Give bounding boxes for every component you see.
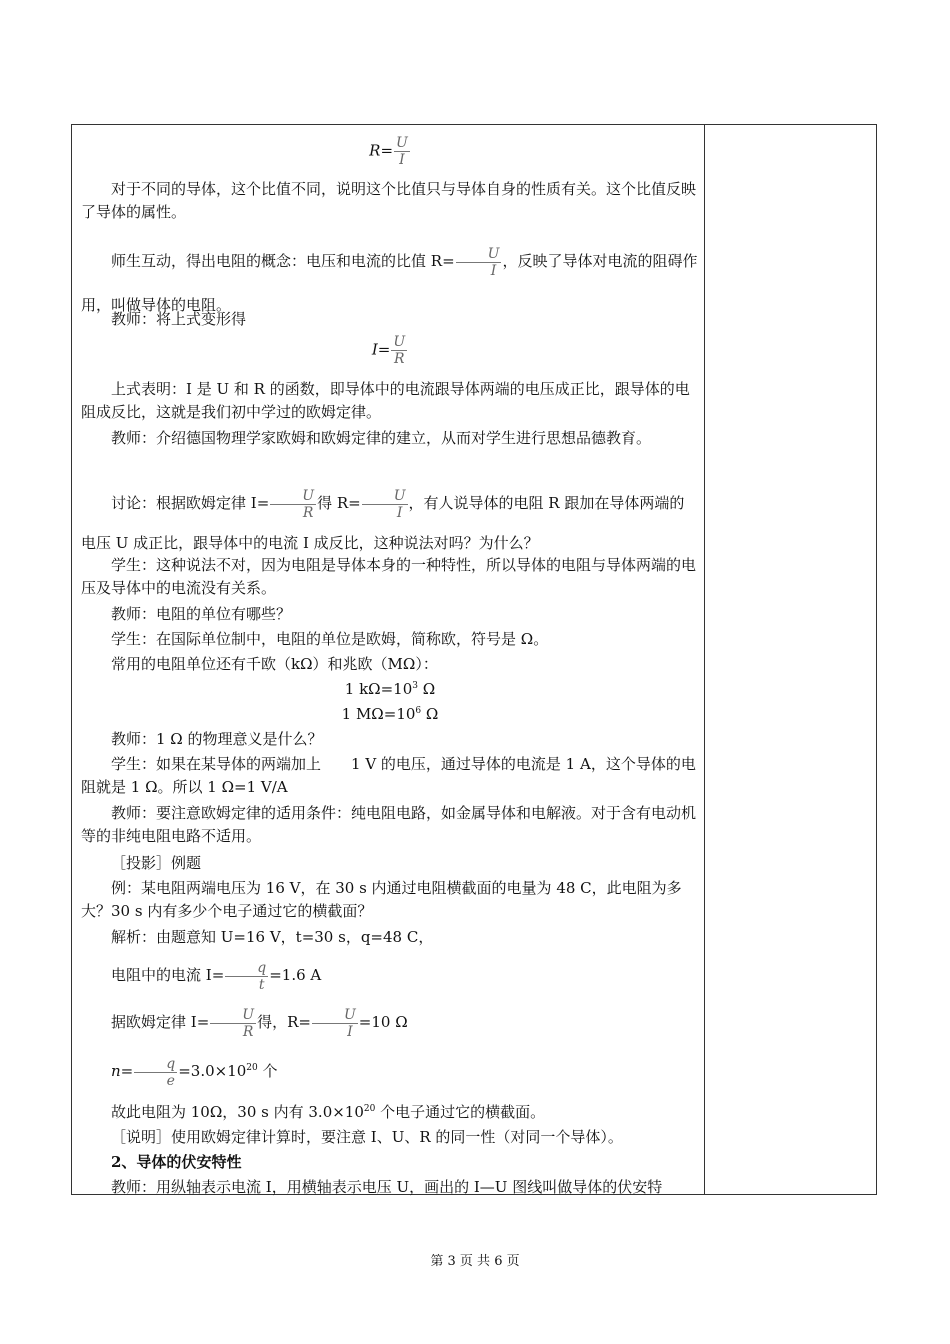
text: 个 bbox=[257, 1062, 278, 1080]
paragraph: 教师：用纵轴表示电流 I，用横轴表示电压 U，画出的 I—U 图线叫做导体的伏安特 bbox=[111, 1178, 663, 1196]
paragraph: 学生：如果在某导体的两端加上 1 V 的电压，通过导体的电流是 1 A，这个导体的电阻就是 1 Ω。所以 1 Ω=1 V/A bbox=[81, 755, 696, 796]
text: 得 R= bbox=[317, 494, 361, 512]
numerator: U bbox=[456, 246, 502, 263]
denominator: I bbox=[490, 262, 497, 279]
fraction bbox=[134, 1056, 177, 1089]
superscript: 3 bbox=[412, 681, 418, 691]
numerator: q bbox=[134, 1056, 177, 1073]
paragraph: 常用的电阻单位还有千欧（kΩ）和兆欧（MΩ）： bbox=[111, 655, 438, 673]
paragraph: 教师：介绍德国物理学家欧姆和欧姆定律的建立，从而对学生进行思想品德教育。 bbox=[111, 429, 652, 447]
superscript: 6 bbox=[415, 706, 422, 716]
heading-text: 2、导体的伏安特性 bbox=[111, 1153, 242, 1171]
paragraph: 教师：将上式变形得 bbox=[111, 310, 247, 328]
denominator: I bbox=[396, 504, 403, 521]
text: =1.6 A bbox=[269, 966, 322, 984]
text: ，反映了导体对电流的阻碍作用，叫做导体的电阻。 bbox=[81, 252, 698, 314]
paragraph-discussion bbox=[81, 483, 699, 563]
fraction bbox=[362, 488, 408, 521]
numerator: U bbox=[312, 1007, 358, 1024]
unit-mohm bbox=[81, 703, 699, 726]
fraction bbox=[270, 488, 316, 521]
paragraph-example: 例：某电阻两端电压为 16 V，在 30 s 内通过电阻横截面的电量为 48 C，此电阻为多大？30 s 内有多少个电子通过它的横截面？ bbox=[81, 879, 682, 920]
formula-lhs: R= bbox=[369, 141, 394, 160]
text: 1 kΩ=10 bbox=[344, 680, 413, 698]
numerator: U bbox=[362, 488, 408, 505]
fraction bbox=[210, 1007, 256, 1040]
text: 得，R= bbox=[257, 1013, 311, 1031]
denominator: e bbox=[166, 1072, 175, 1089]
text: 据欧姆定律 I= bbox=[111, 1013, 210, 1031]
fraction bbox=[391, 334, 407, 367]
paragraph: 学生：在国际单位制中，电阻的单位是欧姆，简称欧，符号是 Ω。 bbox=[111, 630, 549, 648]
fraction bbox=[312, 1007, 358, 1040]
paragraph: ［投影］例题 bbox=[111, 854, 202, 872]
text: 个电子通过它的横截面。 bbox=[375, 1103, 546, 1121]
denominator: R bbox=[393, 351, 405, 367]
paragraph: 教师：1 Ω 的物理意义是什么？ bbox=[111, 730, 323, 748]
superscript: 20 bbox=[246, 1063, 258, 1073]
conclusion bbox=[81, 1101, 699, 1124]
formula-lhs: I= bbox=[371, 340, 391, 359]
superscript: 20 bbox=[363, 1104, 376, 1114]
paragraph: 对于不同的导体，这个比值不同，说明这个比值只与导体自身的性质有关。这个比值反映了导体的属性。 bbox=[81, 180, 697, 221]
numerator: U bbox=[270, 488, 316, 505]
denominator: R bbox=[242, 1023, 254, 1040]
text: 师生互动，得出电阻的概念：电压和电流的比值 R= bbox=[111, 252, 455, 270]
lesson-table bbox=[71, 124, 877, 1195]
numerator: q bbox=[225, 960, 268, 977]
text: 1 MΩ=10 bbox=[341, 705, 416, 723]
text: 讨论：根据欧姆定律 I= bbox=[111, 494, 270, 512]
unit-kohm bbox=[81, 678, 699, 701]
numerator: U bbox=[396, 135, 408, 151]
column-divider bbox=[704, 125, 705, 1194]
text: =10 Ω bbox=[358, 1013, 408, 1031]
paragraph: 解析：由题意知 U=16 V，t=30 s，q=48 C， bbox=[111, 928, 434, 946]
paragraph: 上式表明：I 是 U 和 R 的函数，即导体中的电流跟导体两端的电压成正比，跟导体的电阻成反比，这就是我们初中学过的欧姆定律。 bbox=[81, 380, 690, 421]
text: Ω bbox=[418, 680, 436, 698]
paragraph: 学生：这种说法不对，因为电阻是导体本身的一种特性，所以导体的电阻与导体两端的电压及导体中的电流没有关系。 bbox=[81, 556, 697, 597]
text: n= bbox=[111, 1062, 134, 1080]
electron-calc bbox=[81, 1052, 699, 1090]
fraction bbox=[456, 246, 502, 279]
denominator: I bbox=[399, 152, 405, 168]
numerator: U bbox=[393, 334, 406, 350]
fraction bbox=[394, 135, 410, 168]
resistance-calc bbox=[81, 1003, 699, 1041]
text: Ω bbox=[421, 705, 439, 723]
paragraph: 教师：要注意欧姆定律的适用条件：纯电阻电路，如金属导体和电解液。对于含有电动机等的非纯电阻电路不适用。 bbox=[81, 804, 697, 845]
note: ［说明］使用欧姆定律计算时，要注意 I、U、R 的同一性（对同一个导体）。 bbox=[111, 1128, 623, 1146]
current-calc bbox=[81, 956, 699, 994]
denominator: R bbox=[302, 504, 314, 521]
fraction bbox=[225, 960, 268, 993]
denominator: I bbox=[347, 1023, 353, 1040]
page-footer: 第 3 页 共 6 页 bbox=[430, 1254, 520, 1269]
denominator: t bbox=[258, 976, 265, 993]
text: 电阻中的电流 I= bbox=[111, 966, 225, 984]
numerator: U bbox=[210, 1007, 256, 1024]
text: ，有人说导体的电阻 R 跟加在导体两端的电压 U 成正比，跟导体中的电流 I 成反比，这种说法对吗？为什么？ bbox=[81, 494, 685, 552]
formula-i bbox=[81, 334, 699, 367]
section-heading bbox=[81, 1151, 699, 1174]
paragraph: 教师：电阻的单位有哪些？ bbox=[111, 605, 292, 623]
formula-r bbox=[81, 135, 699, 168]
text: =3.0×10 bbox=[178, 1062, 247, 1080]
text: 故此电阻为 10Ω，30 s 内有 3.0×10 bbox=[111, 1103, 364, 1121]
